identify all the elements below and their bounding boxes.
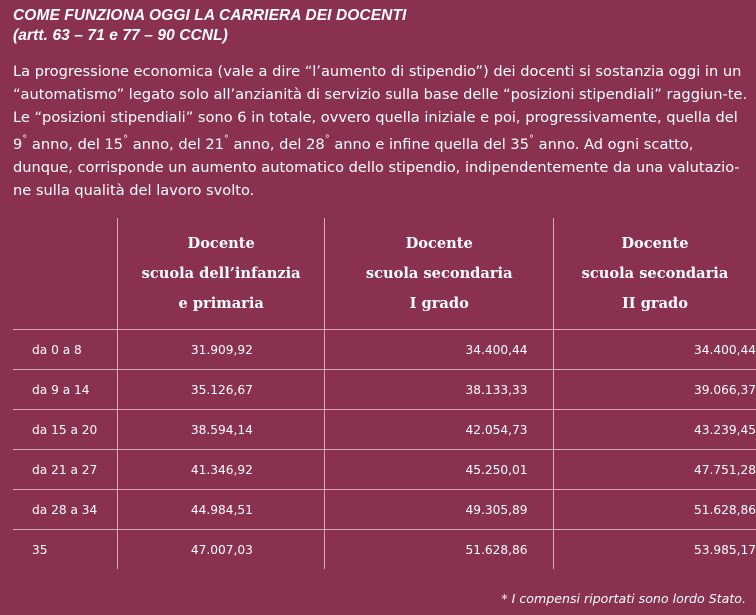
header-secondaria-i-grado	[325, 218, 553, 330]
degree-sign: °	[223, 134, 229, 145]
salary-infanzia: 47.007,03	[117, 530, 325, 570]
seniority-range: da 21 a 27	[13, 450, 117, 490]
seniority-range: da 0 a 8	[13, 330, 117, 370]
salary-secondaria-i: 45.250,01	[325, 450, 553, 490]
table-row	[13, 450, 756, 490]
degree-sign: °	[123, 134, 129, 145]
title-line-1: COME FUNZIONA OGGI LA CARRIERA DEI DOCENTI	[13, 7, 407, 24]
header-line: e primaria	[178, 294, 264, 312]
salary-secondaria-i: 42.054,73	[325, 410, 553, 450]
table-row	[13, 490, 756, 530]
document-title	[13, 6, 406, 46]
header-line: scuola secondaria	[365, 264, 513, 282]
table-row	[13, 370, 756, 410]
seniority-range: da 15 a 20	[13, 410, 117, 450]
salary-table	[13, 218, 756, 569]
header-line: Docente	[621, 234, 689, 252]
table-row	[13, 330, 756, 370]
salary-secondaria-ii: 53.985,17	[553, 530, 756, 570]
degree-sign: °	[324, 134, 330, 145]
footnote: * I compensi riportati sono lordo Stato.	[501, 591, 746, 606]
degree-sign: °	[529, 134, 535, 145]
header-empty-cell	[13, 218, 117, 330]
header-line: I grado	[409, 294, 469, 312]
seniority-range: 35	[13, 530, 117, 570]
intro-text-5: anno e infine quella del 35	[329, 135, 530, 153]
intro-text-1: La progressione economica (vale a dire “l’aumento di stipendio”) dei docenti si sostanzia oggi in un “automatismo” legato solo all’anzianità di servizio sulla base delle “posizioni stipendiali” raggiun-te. Le “posizioni stipendiali” sono 6 in totale, ovvero quella iniziale e poi, progressivamente, quella del 9	[13, 63, 748, 153]
header-line: II grado	[621, 294, 688, 312]
salary-infanzia: 44.984,51	[117, 490, 325, 530]
intro-text-2: anno, del 15	[27, 135, 124, 153]
header-line: scuola dell’infanzia	[141, 264, 301, 282]
intro-text-3: anno, del 21	[128, 135, 224, 153]
salary-secondaria-i: 51.628,86	[325, 530, 553, 570]
salary-secondaria-ii: 47.751,28	[553, 450, 756, 490]
salary-infanzia: 31.909,92	[117, 330, 325, 370]
table-row	[13, 530, 756, 570]
title-line-2: (artt. 63 – 71 e 77 – 90 CCNL)	[13, 27, 228, 44]
salary-secondaria-ii: 34.400,44	[553, 330, 756, 370]
header-infanzia-primaria	[117, 218, 325, 330]
salary-secondaria-i: 34.400,44	[325, 330, 553, 370]
salary-secondaria-ii: 39.066,37	[553, 370, 756, 410]
salary-secondaria-i: 49.305,89	[325, 490, 553, 530]
intro-paragraph	[13, 60, 748, 202]
salary-secondaria-ii: 51.628,86	[553, 490, 756, 530]
header-line: Docente	[187, 234, 255, 252]
salary-secondaria-i: 38.133,33	[325, 370, 553, 410]
salary-secondaria-ii: 43.239,45	[553, 410, 756, 450]
degree-sign: °	[22, 134, 28, 145]
header-secondaria-ii-grado	[553, 218, 756, 330]
salary-infanzia: 35.126,67	[117, 370, 325, 410]
seniority-range: da 9 a 14	[13, 370, 117, 410]
salary-infanzia: 41.346,92	[117, 450, 325, 490]
intro-text-4: anno, del 28	[228, 135, 325, 153]
header-line: Docente	[405, 234, 473, 252]
table-header-row	[13, 218, 756, 330]
seniority-range: da 28 a 34	[13, 490, 117, 530]
salary-infanzia: 38.594,14	[117, 410, 325, 450]
header-line: scuola secondaria	[581, 264, 729, 282]
intro-text-6: anno. Ad ogni scatto, dunque, corrisponde un aumento automatico dello stipendio, indipendentemente da una valutazio-ne sulla qualità del lavoro svolto.	[13, 135, 740, 199]
table-row	[13, 410, 756, 450]
